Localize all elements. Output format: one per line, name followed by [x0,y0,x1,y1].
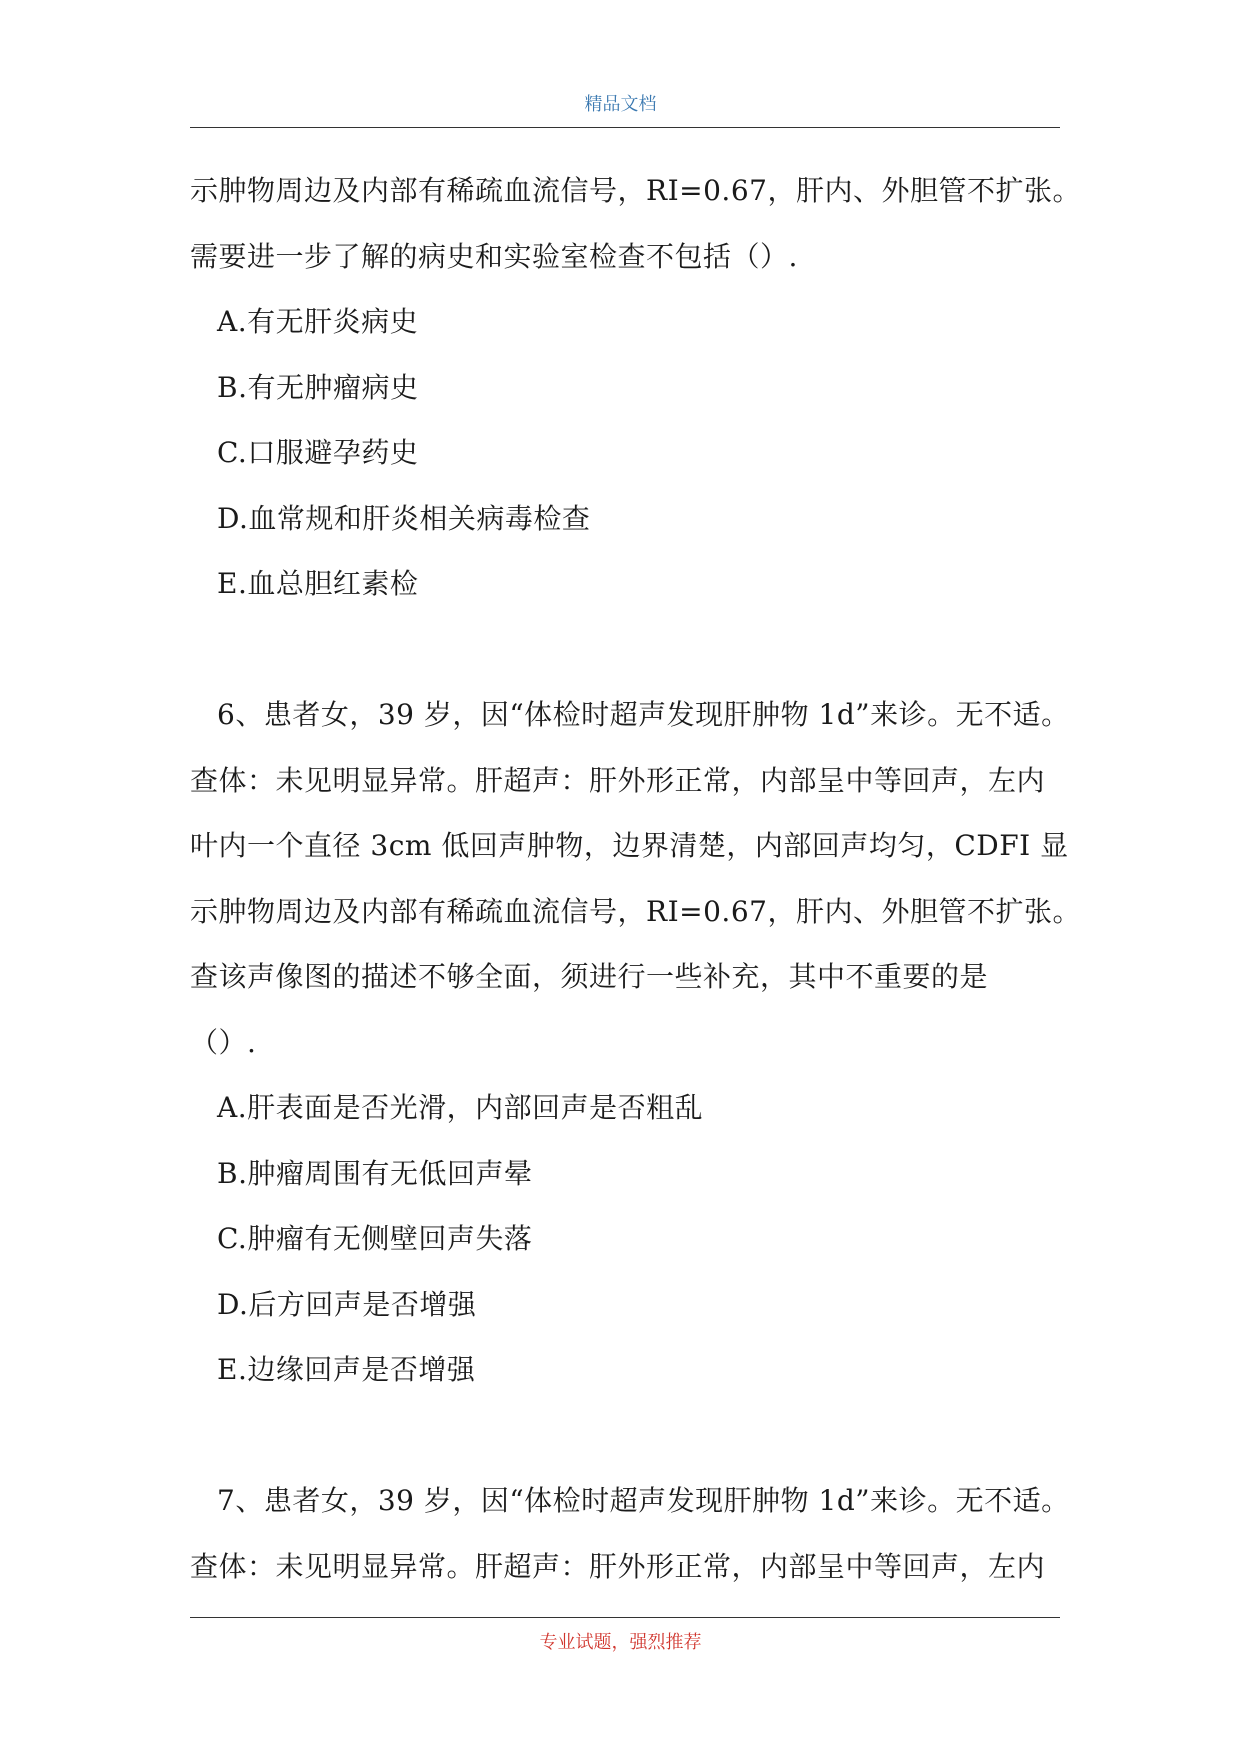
q6-text-line-1: 6、患者女，39 岁，因“体检时超声发现肝肿物 1d”来诊。无不适。 [217,698,1070,731]
q6-option-a: A.肝表面是否光滑，内部回声是否粗乱 [217,1091,704,1124]
blank-line [190,617,1065,683]
q6-text-line-6: （）. [190,1025,257,1059]
q6-text-line-4: 示肿物周边及内部有稀疏血流信号，RI=0.67，肝内、外胆管不扩张。 [190,894,1081,928]
blank-line [190,1403,1065,1469]
page-header: 精品文档 [584,94,657,115]
q5-text-line-2: 需要进一步了解的病史和实验室检查不包括（）. [190,239,798,273]
q5-text-line-1: 示肿物周边及内部有稀疏血流信号，RI=0.67，肝内、外胆管不扩张。 [190,174,1081,207]
footer-divider [190,1617,1060,1618]
q5-option-b: B.有无肿瘤病史 [217,370,419,404]
q6-text-line-5: 查该声像图的描述不够全面，须进行一些补充，其中不重要的是 [190,960,989,993]
page-footer: 专业试题，强烈推荐 [539,1632,702,1653]
q5-option-c: C.口服避孕药史 [217,436,419,469]
q5-option-a: A.有无肝炎病史 [217,305,419,338]
q6-text-line-3: 叶内一个直径 3cm 低回声肿物，边界清楚，内部回声均匀，CDFI 显 [190,829,1069,862]
q5-option-e: E.血总胆红素检 [217,567,419,600]
q6-text-line-2: 查体：未见明显异常。肝超声：肝外形正常，内部呈中等回声，左内 [190,763,1046,797]
q7-text-line-2: 查体：未见明显异常。肝超声：肝外形正常，内部呈中等回声，左内 [190,1549,1046,1583]
q6-option-c: C.肿瘤有无侧壁回声失落 [217,1222,533,1255]
q6-option-d: D.后方回声是否增强 [217,1287,477,1321]
header-divider [190,127,1060,128]
q6-option-e: E.边缘回声是否增强 [217,1353,476,1386]
q6-option-b: B.肿瘤周围有无低回声晕 [217,1156,533,1190]
q7-text-line-1: 7、患者女，39 岁，因“体检时超声发现肝肿物 1d”来诊。无不适。 [217,1484,1070,1517]
document-body [190,158,1081,1599]
q5-option-d: D.血常规和肝炎相关病毒检查 [217,501,591,535]
